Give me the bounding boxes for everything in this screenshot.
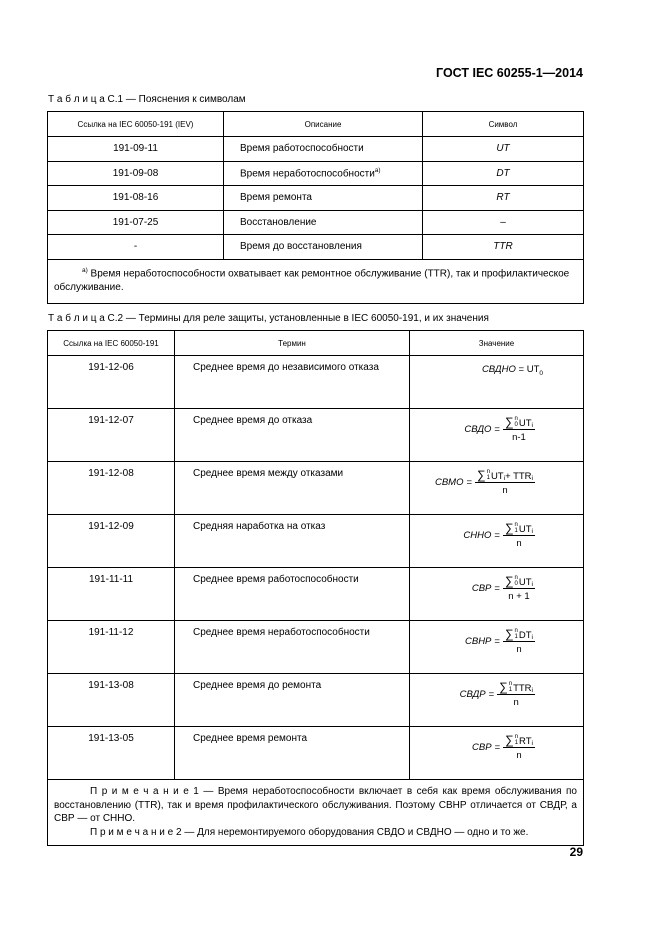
fraction-denominator: n	[513, 697, 519, 708]
summand: UT	[518, 577, 532, 588]
fraction-denominator: n	[502, 485, 508, 496]
summand: UT	[490, 471, 504, 482]
summand: DT	[518, 630, 532, 641]
desc-text: Время до восстановления	[240, 241, 362, 253]
formula-sub: 0	[539, 369, 543, 377]
table2-col-value: Значение	[410, 331, 584, 356]
footnote-ref: a)	[374, 167, 381, 175]
table1-col-sym: Символ	[423, 112, 584, 137]
ref-cell: 191-13-08	[48, 674, 175, 727]
desc-text: Восстановление	[240, 216, 317, 228]
sum-limits	[515, 416, 518, 428]
formula-lhs: СВДНО	[481, 364, 516, 375]
table-row	[48, 462, 584, 515]
equals-sign: =	[466, 476, 473, 488]
ref-cell: 191-07-25	[48, 210, 224, 235]
table1-caption	[48, 94, 246, 105]
equals-sign: =	[494, 529, 500, 541]
sum-limits	[509, 681, 512, 693]
term-cell: Среднее время до отказа	[175, 409, 410, 462]
table2-notes	[48, 780, 584, 846]
sum-upper: n	[514, 416, 518, 422]
summand: UT	[518, 418, 532, 429]
table-row	[48, 621, 584, 674]
table-row	[48, 235, 584, 260]
sum-lower: 1	[514, 740, 519, 746]
sum-symbol	[505, 574, 518, 588]
formula-cell	[410, 727, 584, 780]
table-row	[48, 727, 584, 780]
sum-limits	[515, 575, 518, 587]
formula	[465, 627, 535, 655]
sum-lower: 0	[514, 581, 518, 587]
sum-limits	[515, 522, 518, 534]
sum-symbol	[505, 733, 518, 747]
term-cell: Среднее время между отказами	[175, 462, 410, 515]
sum-upper: n	[514, 522, 518, 528]
table1-caption-rest: — Пояснения к символам	[123, 94, 246, 105]
formula-lhs: СННО	[463, 529, 492, 541]
formula-lhs: СВДО	[464, 423, 492, 435]
ref-cell: 191-09-11	[48, 137, 224, 162]
fraction-numerator	[503, 627, 535, 642]
summand-extra-index: i	[531, 475, 533, 482]
table-row	[48, 186, 584, 211]
fraction-denominator: n	[516, 750, 522, 761]
formula-cell	[410, 409, 584, 462]
formula-cell	[410, 356, 584, 409]
equals-sign: =	[494, 741, 501, 753]
note-1-text: — Время неработоспособности включает в себя как время обслуживания по восстановлению (TTR), так и время профилактического обслуживания. Поэтому СВНР отличается от СВДР, а СВР — от СННО.	[54, 786, 577, 824]
sum-symbol	[505, 627, 518, 641]
sum-limits	[487, 469, 490, 481]
desc-text: Время ремонта	[240, 192, 312, 204]
fraction-numerator	[475, 468, 535, 483]
summand-index: i	[531, 687, 533, 694]
sum-upper: n	[514, 734, 519, 740]
fraction-numerator	[503, 733, 535, 748]
formula-lhs: СВР	[472, 741, 492, 753]
ref-cell: 191-12-06	[48, 356, 175, 409]
fraction	[503, 574, 535, 602]
formula	[464, 415, 535, 443]
symbol-cell: –	[423, 210, 584, 235]
table-row	[48, 356, 584, 409]
formula-expr: UT	[526, 364, 540, 375]
summand-index: i	[531, 740, 533, 747]
symbol-cell: TTR	[423, 235, 584, 260]
formula	[460, 680, 535, 708]
table-row	[48, 568, 584, 621]
formula	[463, 521, 535, 549]
sum-limits	[515, 734, 518, 746]
ref-cell: 191-12-08	[48, 462, 175, 515]
sum-symbol	[505, 415, 518, 429]
formula-lhs: СВМО	[434, 476, 464, 488]
formula	[435, 468, 535, 496]
table2-caption	[48, 313, 489, 324]
term-cell: Среднее время до ремонта	[175, 674, 410, 727]
ref-cell: 191-11-12	[48, 621, 175, 674]
equals-sign: =	[494, 635, 500, 647]
symbol-cell: UT	[423, 137, 584, 162]
symbol-cell: DT	[423, 161, 584, 186]
formula: СВДНО = $UT_0$	[481, 364, 543, 377]
footnote-mark: a)	[82, 266, 88, 274]
summand-extra: + TTR	[505, 471, 532, 482]
desc-cell	[224, 235, 423, 260]
formula-lhs: СВНР	[465, 635, 492, 647]
sum-lower: 1	[514, 634, 518, 640]
sum-lower: 1	[514, 528, 518, 534]
table2-col-term: Термин	[175, 331, 410, 356]
symbols-table	[47, 111, 584, 304]
formula-lhs: СВР	[471, 582, 492, 594]
desc-text: Время работоспособности	[240, 143, 364, 155]
ref-cell: 191-08-16	[48, 186, 224, 211]
equals-sign: =	[494, 582, 500, 594]
note-2-label: П р и м е ч а н и е 2	[90, 826, 182, 838]
sum-lower: 0	[514, 422, 518, 428]
sum-symbol	[505, 521, 518, 535]
fraction-numerator	[497, 680, 535, 695]
sigma-icon: ∑	[504, 415, 514, 429]
ref-cell: 191-12-09	[48, 515, 175, 568]
fraction	[475, 468, 535, 496]
desc-text: Время неработоспособности	[240, 168, 375, 180]
sigma-icon: ∑	[504, 521, 514, 535]
sigma-icon: ∑	[477, 468, 486, 482]
table-row	[48, 674, 584, 727]
fraction-numerator	[503, 574, 535, 589]
formula-lhs: СВДР	[459, 688, 486, 700]
sigma-icon: ∑	[499, 680, 508, 694]
equals-sign: =	[494, 423, 500, 435]
table1-footnote	[48, 259, 584, 303]
sigma-icon: ∑	[504, 627, 514, 641]
formula	[472, 733, 535, 761]
summand-index: i	[531, 634, 533, 641]
sum-limits	[515, 628, 518, 640]
table-row	[48, 409, 584, 462]
table1-col-desc: Описание	[224, 112, 423, 137]
sum-upper: n	[508, 681, 513, 687]
fraction-denominator: n	[516, 538, 522, 549]
fraction	[503, 521, 535, 549]
sum-symbol	[477, 468, 490, 482]
formula-cell	[410, 515, 584, 568]
summand: UT	[518, 524, 532, 535]
table-row	[48, 137, 584, 162]
formula-cell	[410, 621, 584, 674]
sum-upper: n	[514, 628, 518, 634]
table1-col-ref: Ссылка на IEC 60050-191 (IEV)	[48, 112, 224, 137]
ref-cell: 191-13-05	[48, 727, 175, 780]
fraction-numerator	[503, 521, 535, 536]
desc-cell	[224, 186, 423, 211]
sum-upper: n	[486, 469, 490, 475]
desc-cell	[224, 137, 423, 162]
term-cell: Среднее время неработоспособности	[175, 621, 410, 674]
term-cell: Средняя наработка на отказ	[175, 515, 410, 568]
note-2-text: — Для неремонтируемого оборудования СВДО и СВДНО — одно и то же.	[181, 826, 529, 838]
fraction	[503, 415, 535, 443]
summand-index: i	[531, 422, 533, 429]
term-cell: Среднее время ремонта	[175, 727, 410, 780]
sum-upper: n	[514, 575, 518, 581]
summand-index: i	[531, 581, 533, 588]
fraction	[497, 680, 535, 708]
term-cell: Среднее время работоспособности	[175, 568, 410, 621]
terms-table	[47, 330, 584, 846]
table-row	[48, 161, 584, 186]
fraction-denominator: n + 1	[508, 591, 530, 602]
formula-cell	[410, 568, 584, 621]
note-1-label: П р и м е ч а н и е 1	[90, 786, 199, 797]
table2-col-ref: Ссылка на IEC 60050-191	[48, 331, 175, 356]
note-2	[54, 826, 577, 840]
table-row	[48, 210, 584, 235]
equals-sign: =	[488, 688, 495, 700]
page-number: 29	[569, 845, 583, 859]
sum-lower: 1	[486, 475, 490, 481]
summand: RT	[519, 736, 532, 747]
fraction-numerator	[503, 415, 535, 430]
desc-cell	[224, 210, 423, 235]
fraction-denominator: n	[516, 644, 522, 655]
footnote-text: Время неработоспособности охватывает как ремонтное обслуживание (TTR), так и профилактическое обслуживание.	[54, 267, 570, 293]
table2-caption-prefix: Т а б л и ц а С.2	[48, 313, 124, 324]
summand: TTR	[513, 683, 532, 694]
formula	[472, 574, 535, 602]
formula-cell	[410, 674, 584, 727]
table1-caption-prefix: Т а б л и ц а С.1	[48, 94, 124, 105]
fraction-denominator: n-1	[512, 432, 526, 443]
sum-lower: 1	[508, 687, 513, 693]
ref-cell: 191-11-11	[48, 568, 175, 621]
table-row	[48, 515, 584, 568]
term-cell: Среднее время до независимого отказа	[175, 356, 410, 409]
desc-cell	[224, 161, 423, 186]
sum-symbol	[499, 680, 512, 694]
note-1	[54, 785, 577, 826]
table2-caption-rest: — Термины для реле защиты, установленные в IEC 60050-191, и их значения	[123, 313, 489, 324]
ref-cell: -	[48, 235, 224, 260]
sigma-icon: ∑	[504, 574, 514, 588]
summand-index: i	[531, 528, 533, 535]
ref-cell: 191-12-07	[48, 409, 175, 462]
ref-cell: 191-09-08	[48, 161, 224, 186]
sigma-icon: ∑	[505, 733, 514, 747]
formula-cell	[410, 462, 584, 515]
fraction	[503, 733, 535, 761]
document-header: ГОСТ IEC 60255-1—2014	[436, 66, 583, 80]
fraction	[503, 627, 535, 655]
summand-index: i	[503, 475, 506, 482]
symbol-cell: RT	[423, 186, 584, 211]
